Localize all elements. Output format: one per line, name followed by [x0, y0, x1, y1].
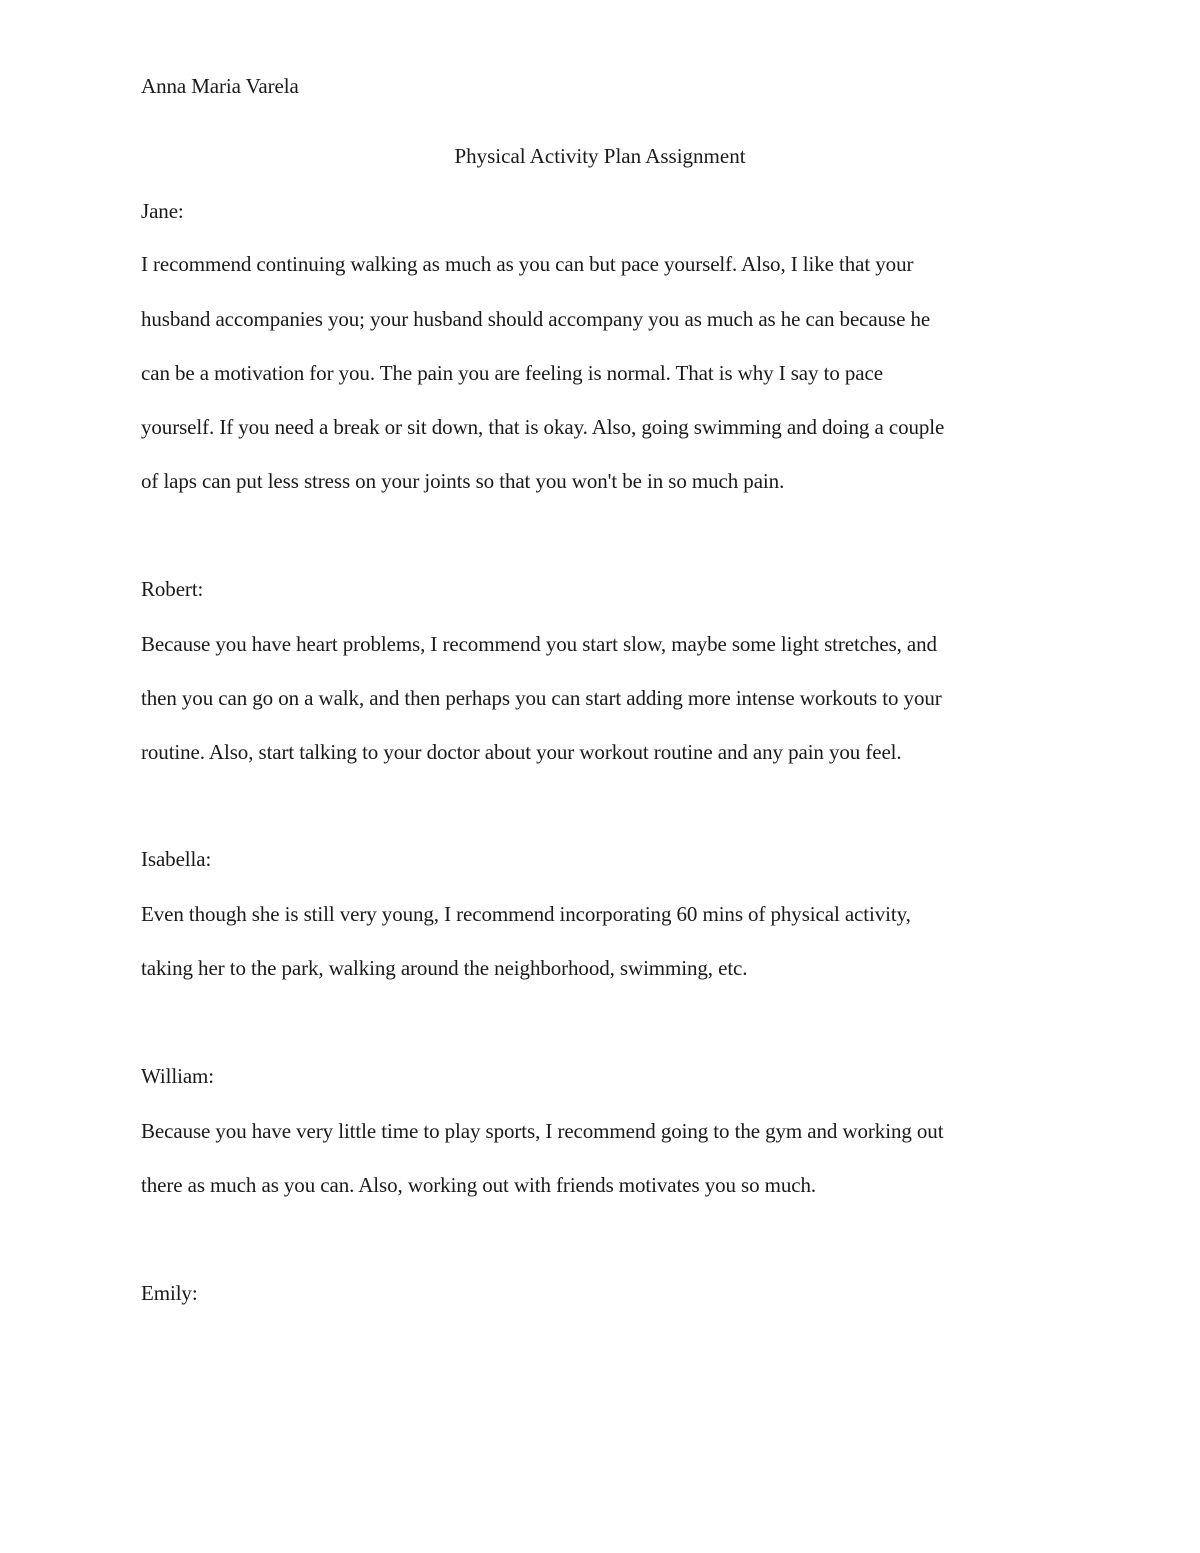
paragraph-line: can be a motivation for you. The pain you are feeling is normal. That is why I say to pace	[141, 361, 883, 385]
paragraph-line: then you can go on a walk, and then perhaps you can start adding more intense workouts to your	[141, 686, 942, 710]
paragraph-line: taking her to the park, walking around the neighborhood, swimming, etc.	[141, 956, 748, 980]
paragraph-line: Because you have heart problems, I recommend you start slow, maybe some light stretches, and	[141, 632, 937, 656]
section-heading-william: William:	[141, 1064, 215, 1088]
paragraph-line: yourself. If you need a break or sit down, that is okay. Also, going swimming and doing a couple	[141, 415, 945, 439]
paragraph-line: of laps can put less stress on your joints so that you won't be in so much pain.	[141, 469, 785, 493]
author-name: Anna Maria Varela	[141, 74, 299, 98]
paragraph-line: routine. Also, start talking to your doctor about your workout routine and any pain you feel.	[141, 740, 902, 764]
paragraph-line: I recommend continuing walking as much as you can but pace yourself. Also, I like that your	[141, 252, 914, 276]
section-heading-robert: Robert:	[141, 577, 204, 601]
paragraph-line: Because you have very little time to play sports, I recommend going to the gym and working out	[141, 1119, 944, 1143]
paragraph-line: Even though she is still very young, I recommend incorporating 60 mins of physical activity,	[141, 902, 911, 926]
section-heading-emily: Emily:	[141, 1281, 198, 1305]
paragraph-line: there as much as you can. Also, working out with friends motivates you so much.	[141, 1173, 817, 1197]
section-heading-isabella: Isabella:	[141, 847, 212, 871]
paragraph-line: husband accompanies you; your husband should accompany you as much as he can because he	[141, 307, 931, 331]
document-title: Physical Activity Plan Assignment	[454, 144, 746, 168]
section-heading-jane: Jane:	[141, 199, 184, 223]
